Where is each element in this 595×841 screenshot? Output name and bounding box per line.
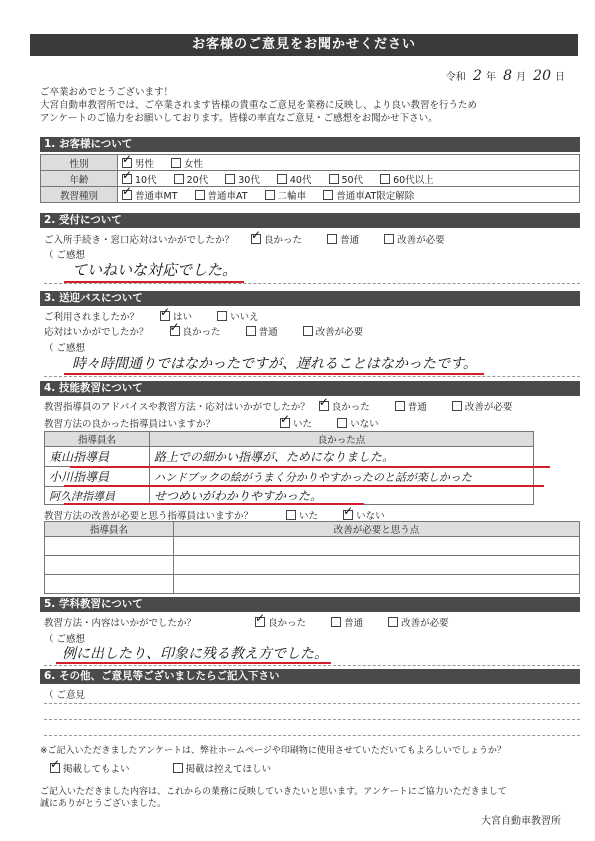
driving-advice-option[interactable]: 普通 xyxy=(395,399,427,413)
col-instructor-name: 指導員名 xyxy=(45,522,174,537)
checkbox[interactable] xyxy=(286,510,296,520)
intro-line: 大宮自動車教習所では、ご卒業されます皆様の貴重なご意見を業務に反映し、より良い教習を行うため xyxy=(40,100,478,111)
gender-male-option[interactable]: ✓ 男性 xyxy=(122,156,154,170)
col-improve-points: 改善が必要と思う点 xyxy=(174,522,580,537)
instructor-name[interactable]: 東山指導員 xyxy=(45,447,150,467)
checkbox[interactable] xyxy=(174,174,184,184)
checkbox[interactable] xyxy=(225,174,235,184)
dashed-line xyxy=(44,376,580,377)
highlight-line xyxy=(70,466,550,468)
checkbox[interactable] xyxy=(217,311,227,321)
driving-advice-option[interactable]: ✓ 良かった xyxy=(319,399,370,413)
course-option[interactable]: 普通車AT限定解除 xyxy=(323,188,414,202)
checkbox-checked[interactable] xyxy=(122,158,132,168)
good-instructor-option[interactable]: ✓ いた xyxy=(280,416,312,430)
bus-use-question: ご利用されましたか？ ✓ はい いいえ xyxy=(44,309,281,323)
publication-options xyxy=(50,761,293,775)
classroom-comment[interactable]: 例に出したり、印象に残る教え方でした。 xyxy=(62,646,328,662)
instructor-good-point[interactable]: 路上での細かい指導が、ためになりました。 xyxy=(150,447,534,467)
publication-note: ※ご記入いただきましたアンケートは、弊社ホームページや印刷物に使用させていただいてもよろしいでしょうか？ xyxy=(40,746,506,756)
highlight-line xyxy=(64,503,364,505)
driving-advice-question: 教習指導員のアドバイスや教習方法・応対はいかがでしたか？ ✓ 良かった 普通 改善が必要 xyxy=(44,399,534,413)
checkbox[interactable] xyxy=(303,326,313,336)
checkbox[interactable] xyxy=(452,401,462,411)
reception-option[interactable]: ✓ 良かった xyxy=(251,232,302,246)
highlight-line xyxy=(64,485,544,487)
checkbox-checked[interactable] xyxy=(170,326,180,336)
age-option[interactable]: 50代 xyxy=(329,172,364,186)
dashed-line xyxy=(44,703,580,704)
course-row xyxy=(41,187,580,203)
classroom-option[interactable]: 普通 xyxy=(331,615,363,629)
table-row xyxy=(45,556,580,575)
instructor-good-point[interactable]: せつめいがわかりやすかった。 xyxy=(150,487,534,505)
table-row xyxy=(45,575,580,594)
table-row xyxy=(45,537,580,556)
gender-female-option[interactable]: 女性 xyxy=(171,156,203,170)
checkbox[interactable] xyxy=(173,763,183,773)
checkbox[interactable] xyxy=(327,234,337,244)
bus-service-question: 応対はいかがでしたか？ ✓ 良かった 普通 改善が必要 xyxy=(44,324,385,338)
bus-service-option[interactable]: 改善が必要 xyxy=(303,324,364,338)
gender-label: 性別 xyxy=(41,155,118,171)
publication-allow-option[interactable]: ✓掲載してもよい xyxy=(50,761,130,775)
date-year-unit: 年 xyxy=(485,72,496,83)
table-header-row xyxy=(45,522,580,537)
course-option[interactable]: ✓ 普通車MT xyxy=(122,188,178,202)
publication-deny-option[interactable]: 掲載は控えてほしい xyxy=(173,761,272,775)
improve-instructor-option[interactable]: いた xyxy=(286,508,318,522)
dashed-line xyxy=(44,283,580,284)
bus-use-option[interactable]: いいえ xyxy=(217,309,259,323)
date-year[interactable]: 2 xyxy=(472,68,482,84)
reception-comment-label: （ ご感想 xyxy=(44,250,86,261)
highlight-line xyxy=(56,662,331,664)
section-customer-header: 1. お客様について xyxy=(40,137,580,152)
section-other-header: 6. その他、ご意見等ございましたらご記入下さい xyxy=(40,669,580,684)
organization-name: 大宮自動車教習所 xyxy=(481,816,561,827)
instructor-good-point[interactable]: ハンドブックの絵がうまく分かりやすかったのと話が楽しかった xyxy=(150,467,534,487)
section-bus-header: 3. 送迎バスについて xyxy=(40,291,580,306)
bus-service-option[interactable]: ✓ 良かった xyxy=(170,324,221,338)
table-row xyxy=(45,467,534,487)
course-label: 教習種別 xyxy=(41,187,118,203)
classroom-option[interactable]: ✓ 良かった xyxy=(255,615,306,629)
age-option[interactable]: 20代 xyxy=(174,172,209,186)
form-title: お客様のご意見をお聞かせください xyxy=(30,34,578,56)
reception-question: ご入所手続き・窓口応対はいかがでしたか？ ✓ 良かった 普通 改善が必要 xyxy=(44,232,467,246)
checkbox[interactable] xyxy=(380,174,390,184)
bus-service-option[interactable]: 普通 xyxy=(246,324,278,338)
date xyxy=(446,68,565,84)
age-label: 年齢 xyxy=(41,171,118,187)
date-day-unit: 日 xyxy=(555,72,565,83)
intro-text xyxy=(40,86,580,125)
intro-line: アンケートのご協力をお願いしております。皆様の率直なご意見・ご感想をお聞かせ下さい。 xyxy=(40,113,438,124)
intro-line: ご卒業おめでとうございます！ xyxy=(40,87,174,98)
col-instructor-name: 指導員名 xyxy=(45,432,150,447)
checkbox-checked[interactable] xyxy=(122,174,132,184)
instructor-name[interactable]: 阿久津指導員 xyxy=(45,487,150,505)
section-reception-header: 2. 受付について xyxy=(40,213,580,228)
checkbox[interactable] xyxy=(331,617,341,627)
date-day[interactable]: 20 xyxy=(533,68,551,84)
checkbox[interactable] xyxy=(171,158,181,168)
course-option[interactable]: 二輪車 xyxy=(265,188,307,202)
checkbox[interactable] xyxy=(388,617,398,627)
classroom-question: 教習方法・内容はいかがでしたか？ ✓ 良かった 普通 改善が必要 xyxy=(44,615,471,629)
age-option[interactable]: 60代以上 xyxy=(380,172,434,186)
improve-instructor-table xyxy=(44,521,580,594)
instructor-name[interactable]: 小川指導員 xyxy=(45,467,150,487)
checkbox-checked[interactable] xyxy=(50,763,60,773)
date-month-unit: 月 xyxy=(515,72,526,83)
checkbox[interactable] xyxy=(277,174,287,184)
age-option[interactable]: 40代 xyxy=(277,172,312,186)
checkbox[interactable] xyxy=(323,190,333,200)
classroom-comment-label: （ ご感想 xyxy=(44,634,86,645)
table-row xyxy=(45,487,534,505)
bus-comment[interactable]: 時々時間通りではなかったですが、遅れることはなかったです。 xyxy=(72,356,477,372)
date-era: 令和 xyxy=(445,72,466,83)
dashed-line xyxy=(44,735,580,736)
section-driving-header: 4. 技能教習について xyxy=(40,381,580,396)
good-instructor-table xyxy=(44,431,534,505)
checkbox[interactable] xyxy=(195,190,205,200)
classroom-option[interactable]: 改善が必要 xyxy=(388,615,449,629)
good-instructor-option[interactable]: いない xyxy=(337,416,379,430)
checkbox-checked[interactable] xyxy=(319,401,329,411)
checkbox[interactable] xyxy=(329,174,339,184)
checkbox[interactable] xyxy=(384,234,394,244)
reception-option[interactable]: 普通 xyxy=(327,232,359,246)
age-options xyxy=(118,171,580,187)
other-comment-label: （ ご意見 xyxy=(44,690,86,701)
dashed-line xyxy=(44,719,580,720)
reception-comment[interactable]: ていねいな対応でした。 xyxy=(72,261,238,279)
checkbox-checked[interactable] xyxy=(255,617,265,627)
table-row xyxy=(45,447,534,467)
improve-instructor-question: 教習方法の改善が必要と思う指導員はいますか？ いた ✓ いない xyxy=(44,508,407,522)
highlight-line xyxy=(64,373,484,375)
driving-advice-option[interactable]: 改善が必要 xyxy=(452,399,513,413)
checkbox-checked[interactable] xyxy=(280,418,290,428)
gender-options xyxy=(118,155,580,171)
section-classroom-header: 5. 学科教習について xyxy=(40,597,580,612)
improve-instructor-option[interactable]: ✓ いない xyxy=(343,508,385,522)
age-option[interactable]: 30代 xyxy=(225,172,260,186)
checkbox-checked[interactable] xyxy=(122,190,132,200)
thanks-text: ご記入いただきました内容は、これからの業務に反映していきたいと思います。アンケートにご協力いただきまして 誠にありがとうございました。 xyxy=(40,787,507,809)
reception-option[interactable]: 改善が必要 xyxy=(384,232,445,246)
col-good-points: 良かった点 xyxy=(150,432,534,447)
course-options xyxy=(118,187,580,203)
age-option[interactable]: ✓ 10代 xyxy=(122,172,157,186)
date-month[interactable]: 8 xyxy=(503,68,512,84)
checkbox-checked[interactable] xyxy=(160,311,170,321)
customer-table xyxy=(40,154,580,203)
checkbox[interactable] xyxy=(246,326,256,336)
bus-use-option[interactable]: ✓ はい xyxy=(160,309,192,323)
checkbox[interactable] xyxy=(395,401,405,411)
bus-comment-label: （ ご感想 xyxy=(44,343,86,354)
checkbox[interactable] xyxy=(337,418,347,428)
table-header-row xyxy=(45,432,534,447)
checkbox[interactable] xyxy=(265,190,275,200)
checkbox-checked[interactable] xyxy=(343,510,353,520)
dashed-line xyxy=(44,665,580,666)
checkbox-checked[interactable] xyxy=(251,234,261,244)
good-instructor-question: 教習方法の良かった指導員はいますか？ ✓ いた いない xyxy=(44,416,401,430)
course-option[interactable]: 普通車AT xyxy=(195,188,248,202)
